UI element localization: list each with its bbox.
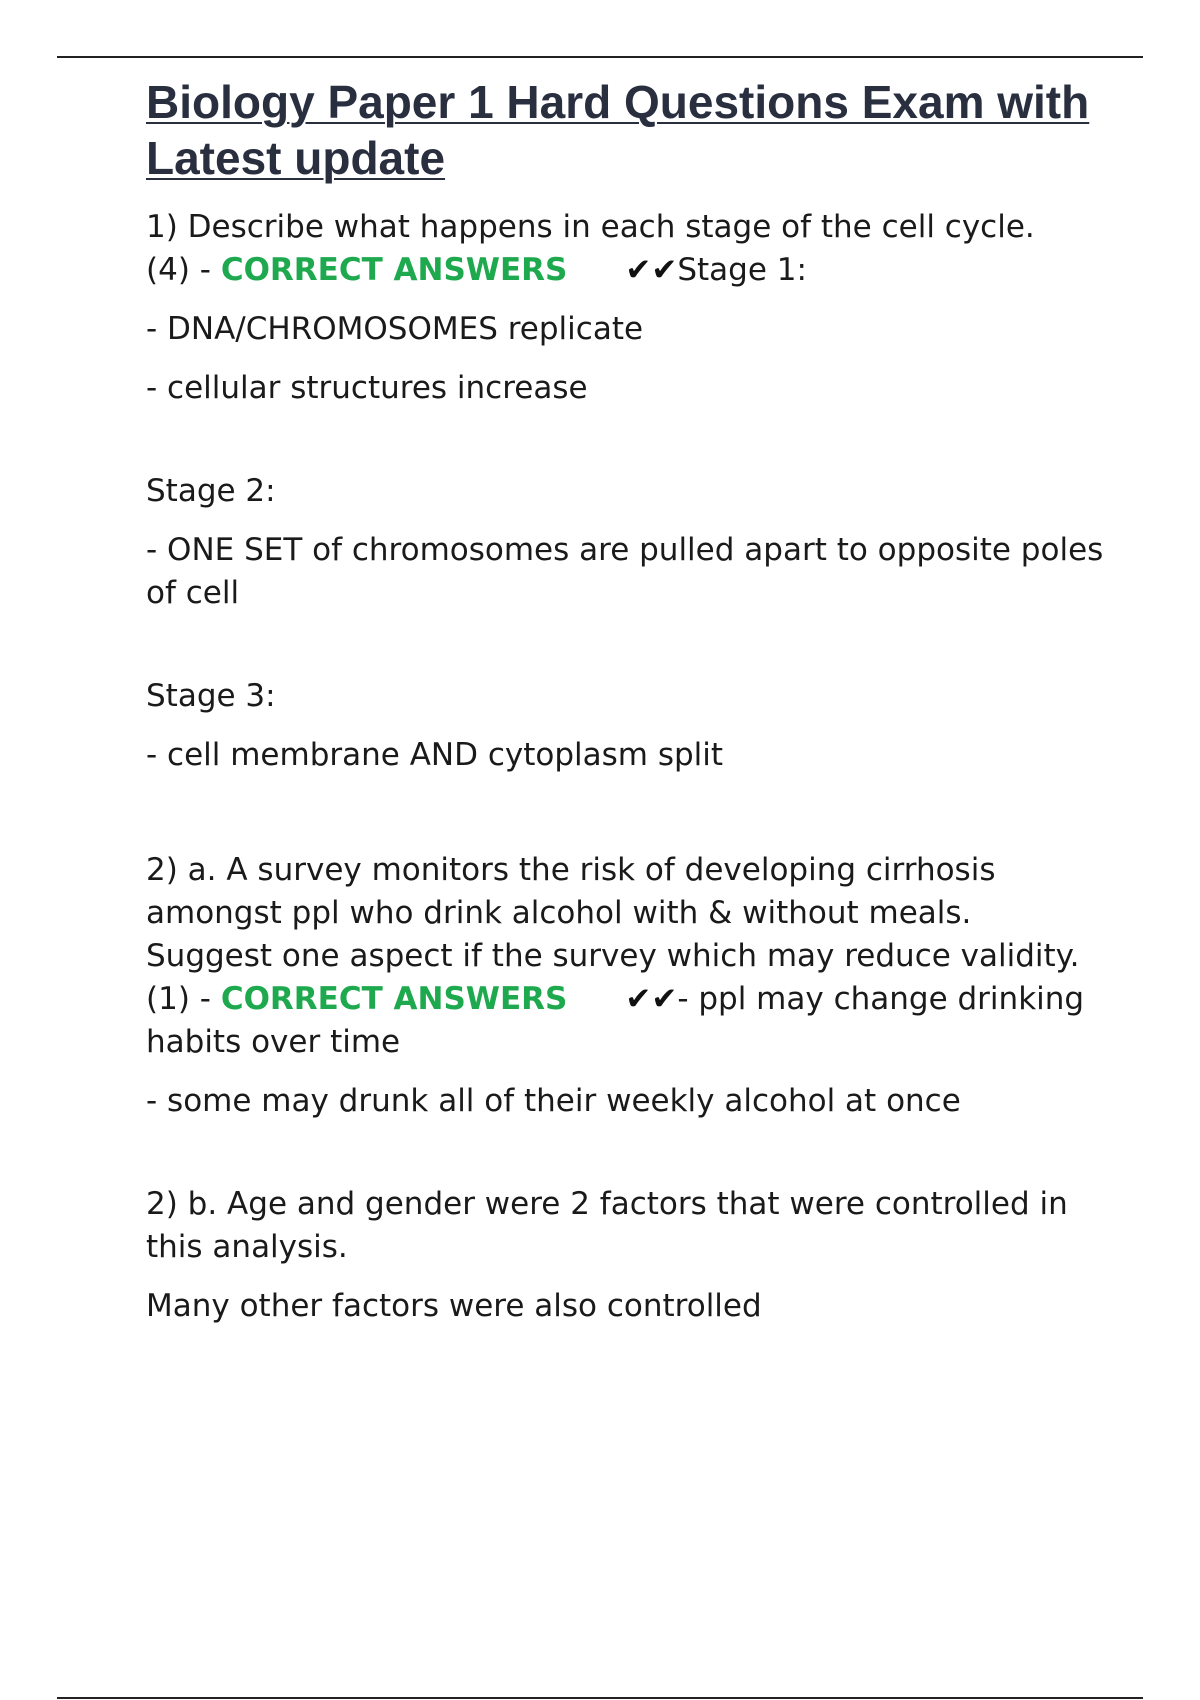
stage-2-point: - ONE SET of chromosomes are pulled apart to opposite poles of cell (146, 532, 1104, 611)
top-rule (57, 56, 1143, 58)
document-title: Biology Paper 1 Hard Questions Exam with Latest update (146, 76, 1090, 184)
question-2a (146, 849, 1106, 1064)
stage-2-label: Stage 2: (146, 473, 276, 509)
correct-answers-label: CORRECT ANSWERS (220, 981, 568, 1017)
question-1 (146, 206, 1106, 292)
answer-2a-point-2: - some may drunk all of their weekly alcohol at once (146, 1083, 961, 1119)
double-check-icon: ✔✔ (625, 981, 678, 1017)
question-1-prefix: (4) - (146, 252, 211, 288)
question-2a-text: 2) a. A survey monitors the risk of developing cirrhosis amongst ppl who drink alcohol with & without meals. Suggest one aspect if the survey which may reduce validity. (1) - (146, 852, 1080, 1017)
double-check-icon: ✔✔ (625, 252, 678, 288)
stage-3-point: - cell membrane AND cytoplasm split (146, 737, 724, 773)
answer-1-intro: Stage 1: (677, 252, 807, 288)
question-2b-line-2: Many other factors were also controlled (146, 1288, 762, 1324)
correct-answers-label: CORRECT ANSWERS (220, 252, 568, 288)
question-2b-text: 2) b. Age and gender were 2 factors that were controlled in this analysis. (146, 1186, 1068, 1265)
stage-1-point-2: - cellular structures increase (146, 370, 588, 406)
question-1-text: 1) Describe what happens in each stage of the cell cycle. (146, 209, 1035, 245)
document-page (146, 74, 1106, 1328)
answer-2a-text: - ppl may change drinking habits over time (146, 981, 1085, 1060)
stage-1-point-1: - DNA/CHROMOSOMES replicate (146, 311, 644, 347)
stage-3-label: Stage 3: (146, 678, 276, 714)
bottom-rule (57, 1697, 1143, 1699)
